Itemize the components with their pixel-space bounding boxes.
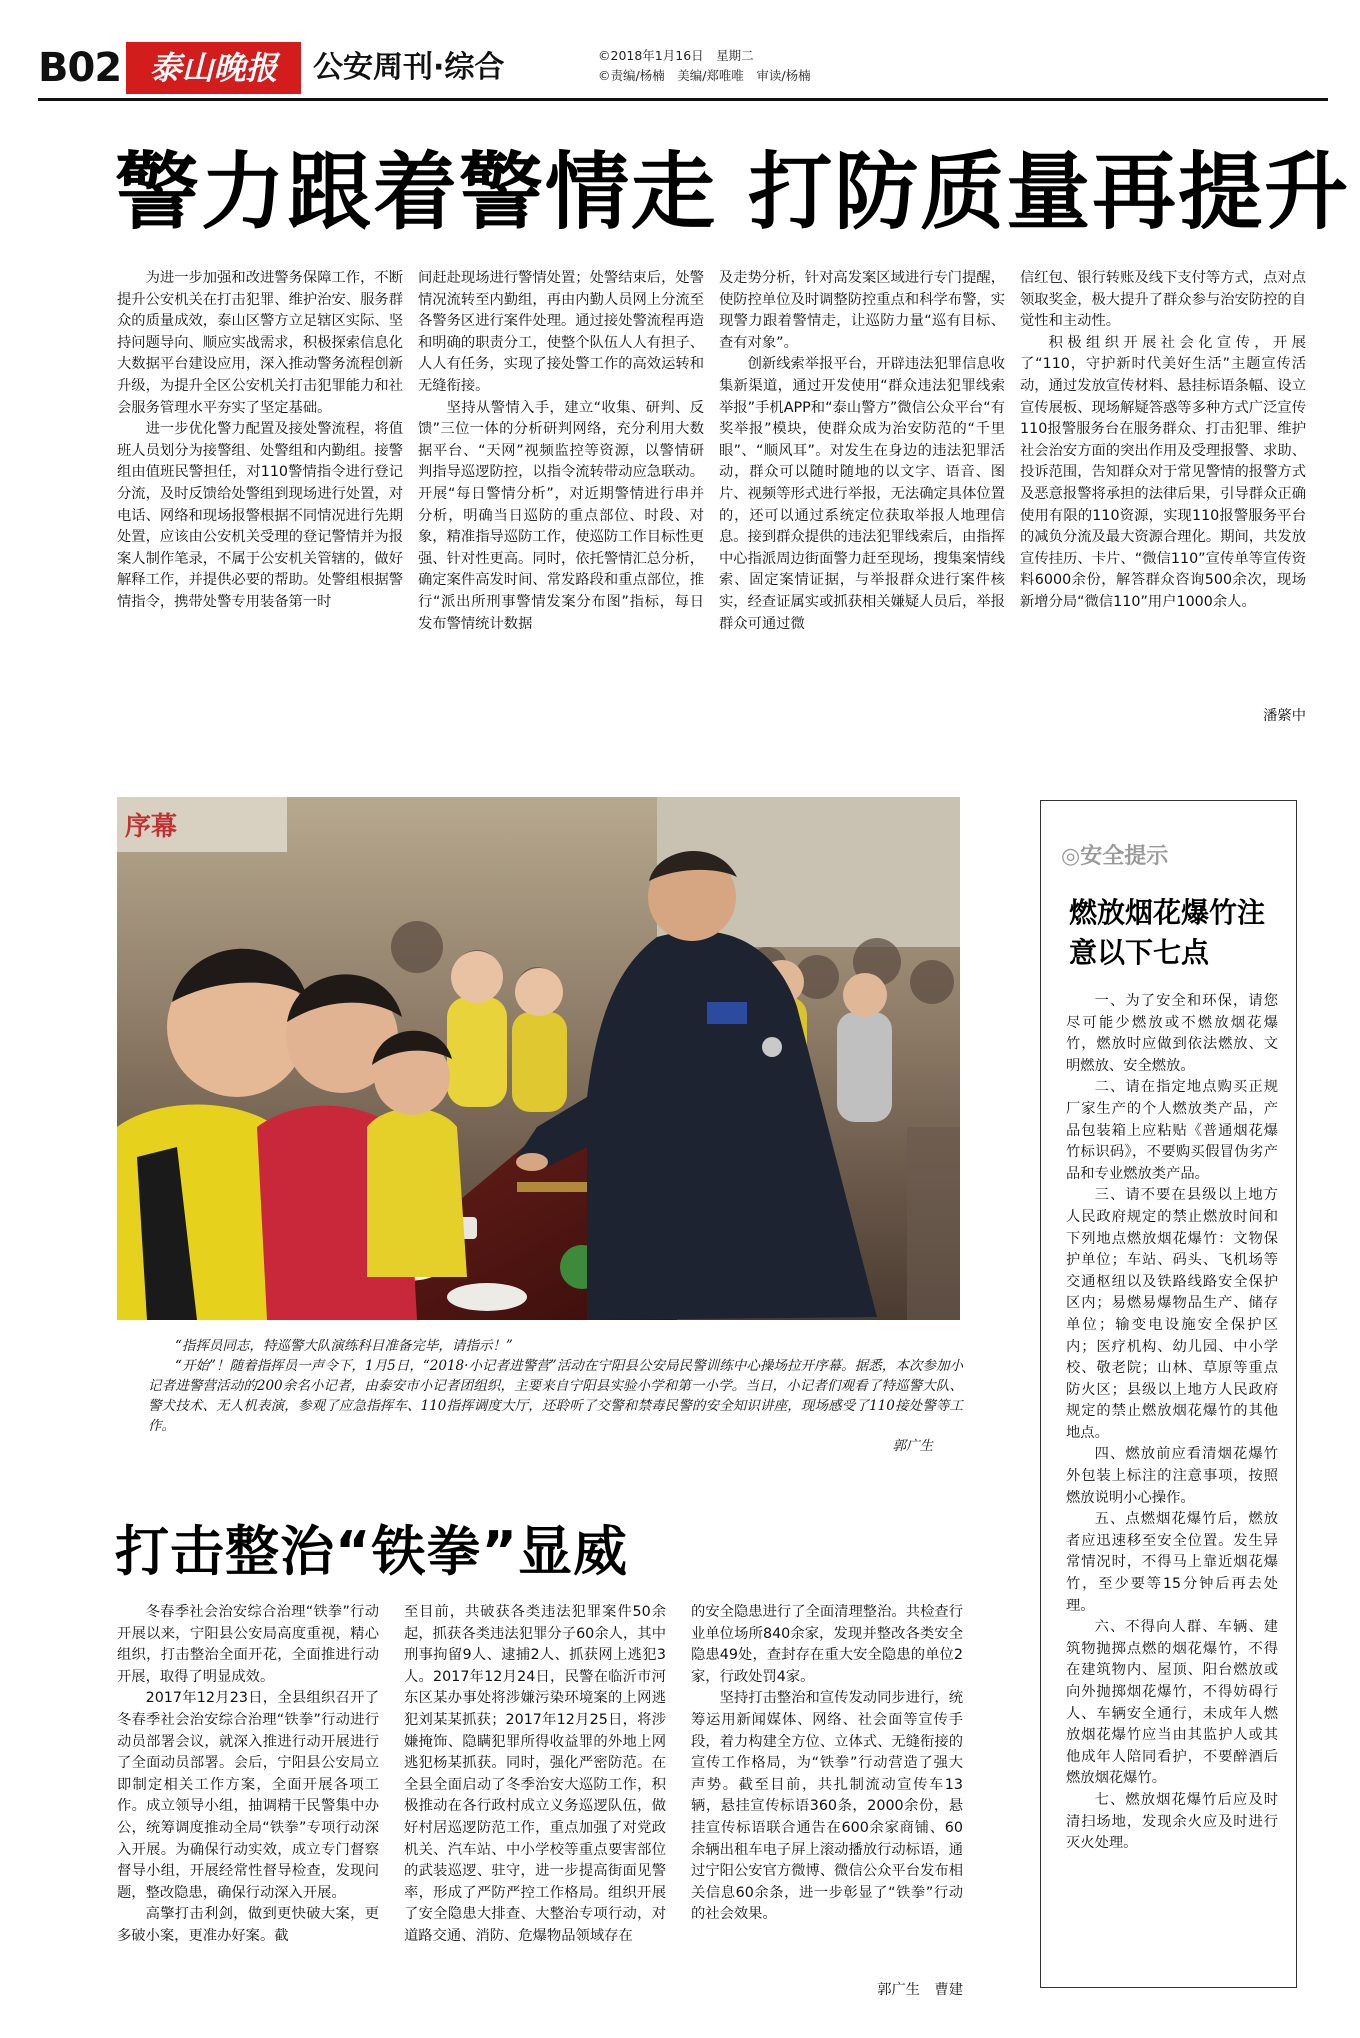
safety-tip-title: 燃放烟花爆竹注意以下七点 bbox=[1069, 896, 1266, 969]
paragraph: 积极组织开展社会化宣传，开展了“110，守护新时代美好生活”主题宣传活动，通过发放宣传材料、悬挂标语条幅、设立宣传展板、现场解疑答惑等多种方式广泛宣传110报警服务台在服务群众、打击犯罪、维护社会治安方面的突出作用及受理报警、求助、投诉范围，告知群众对于常见警情的报警方式及恶意报警将承担的法律后果，引导群众正确使用有限的110资源，实现110报警服务平台的减负分流及最大资源合理化。期间，共发放宣传挂历、卡片、“微信110”宣传单等宣传资料6000余份，解答群众咨询500余次，现场新增分局“微信110”用户1000余人。 bbox=[1020, 334, 1306, 610]
tip-item: 七、燃放烟花爆竹后应及时清扫场地，发现余火应及时进行灭火处理。 bbox=[1066, 1791, 1278, 1852]
article2-column-3 bbox=[691, 1602, 963, 1980]
article1-column-2 bbox=[418, 268, 704, 728]
section-title: 公安周刊·综合 bbox=[313, 50, 505, 85]
header-divider bbox=[38, 98, 1328, 101]
article1-byline: 潘綮中 bbox=[1263, 708, 1306, 724]
article1-column-1 bbox=[117, 268, 403, 728]
newspaper-logo: 泰山晚报 bbox=[126, 42, 301, 94]
tip-item: 一、为了安全和环保，请您尽可能少燃放或不燃放烟花爆竹，燃放时应做到依法燃放、文明燃放、安全燃放。 bbox=[1066, 993, 1278, 1074]
caption-line: “指挥员同志，特巡警大队演练科目准备完毕，请指示！” bbox=[175, 1338, 513, 1354]
tip-item: 二、请在指定地点购买正规厂家生产的个人燃放类产品，产品包装箱上应粘贴《普通烟花爆竹标识码》，不要购买假冒伪劣产品和专业燃放类产品。 bbox=[1066, 1079, 1278, 1182]
paragraph: 信红包、银行转账及线下支付等方式，点对点领取奖金，极大提升了群众参与治安防控的自觉性和主动性。 bbox=[1020, 270, 1306, 330]
article1-column-4 bbox=[1020, 268, 1306, 708]
tip-item: 五、点燃烟花爆竹后，燃放者应迅速移至安全位置。发生异常情况时，不得马上靠近烟花爆竹，至少要等15分钟后再去处理。 bbox=[1066, 1511, 1278, 1614]
paragraph: 进一步优化警力配置及接处警流程，将值班人员划分为接警组、处警组和内勤组。接警组由值班民警担任，对110警情指令进行登记分流，及时反馈给处警组到现场进行处置，对电话、网络和现场报警根据不同情况进行先期处置，应该由公安机关受理的登记警情并为报案人制作笔录，不属于公安机关管辖的，做好解释工作，并提供必要的帮助。处警组根据警情指令，携带处警专用装备第一时 bbox=[117, 421, 403, 610]
paragraph: 坚持从警情入手，建立“收集、研判、反馈”三位一体的分析研判网络，充分利用大数据平台、“天网”视频监控等资源，以警情研判指导巡逻防控，以指令流转带动应急联动。开展“每日警情分析”，对近期警情进行串并分析，明确当日巡防的重点部位、时段、对象，精准指导巡防工作，使巡防工作目标性更强、针对性更高。同时，依托警情汇总分析，确定案件高发时间、常发路段和重点部位，推行“派出所刑事警情发案分布图”指标，每日发布警情统计数据 bbox=[418, 399, 704, 632]
paragraph: 的安全隐患进行了全面清理整治。共检查行业单位场所840余家，发现并整改各类安全隐患49处，查封存在重大安全隐患的单位2家，行政处罚4家。 bbox=[691, 1604, 963, 1685]
article2-byline: 郭广生 曹建 bbox=[877, 1982, 963, 1998]
header-meta bbox=[598, 46, 811, 86]
paragraph: 冬春季社会治安综合治理“铁拳”行动开展以来，宁阳县公安局高度重视，精心组织，打击整治全面开花，全面推进行动开展，取得了明显成效。 bbox=[117, 1604, 379, 1685]
paragraph: 及走势分析，针对高发案区域进行专门提醒，使防控单位及时调整防控重点和科学布警，实现警力跟着警情走，让巡防力量“巡有目标、查有对象”。 bbox=[719, 270, 1005, 351]
main-headline: 警力跟着警情走 打防质量再提升 bbox=[115, 143, 1351, 241]
article2-column-2 bbox=[404, 1602, 666, 2002]
caption-line: “开始”！随着指挥员一声令下，1月5日，“2018·小记者进警营”活动在宁阳县公安局民警训练中心操场拉开序幕。据悉，本次参加小记者进警营活动的200余名小记者，由泰安市小记者团组织，主要来自宁阳县实验小学和第一小学。当日，小记者们观看了特巡警大队、警犬技术、无人机表演，参观了应急指挥车、110指挥调度大厅，还聆听了交警和禁毒民警的安全知识讲座，现场感受了110接处警等工作。 bbox=[148, 1358, 963, 1434]
tip-item: 三、请不要在县级以上地方人民政府规定的禁止燃放时间和下列地点燃放烟花爆竹：文物保护单位；车站、码头、飞机场等交通枢纽以及铁路线路安全保护区内；易燃易爆物品生产、储存单位；输变电设施安全保护区内；医疗机构、幼儿园、中小学校、敬老院；山林、草原等重点防火区；县级以上地方人民政府规定的禁止燃放烟花爆竹的其他地点。 bbox=[1066, 1187, 1278, 1441]
article2-headline: 打击整治“铁拳”显威 bbox=[115, 1520, 628, 1583]
paragraph: 高擎打击利剑，做到更快破大案，更多破小案，更准办好案。截 bbox=[117, 1906, 379, 1944]
tip-item: 四、燃放前应看清烟花爆竹外包装上标注的注意事项，按照燃放说明小心操作。 bbox=[1066, 1446, 1278, 1506]
masthead bbox=[38, 42, 1328, 94]
page-number: B02 bbox=[38, 45, 122, 91]
photo-banner-text: 序幕 bbox=[125, 812, 178, 842]
photo-caption bbox=[148, 1336, 963, 1456]
paragraph: 为进一步加强和改进警务保障工作，不断提升公安机关在打击犯罪、维护治安、服务群众的质量成效，泰山区警方立足辖区实际、坚持问题导向、顺应实战需求，积极探索信息化大数据平台建设应用，深入推动警务流程创新升级，为提升全区公安机关打击犯罪能力和社会服务管理水平夯实了坚定基础。 bbox=[117, 270, 403, 416]
paragraph: 至目前，共破获各类违法犯罪案件50余起，抓获各类违法犯罪分子60余人，其中刑事拘留9人、逮捕2人、抓获网上逃犯3人。2017年12月24日，民警在临沂市河东区某办事处将涉嫌污染环境案的上网逃犯刘某某抓获；2017年12月25日，将涉嫌掩饰、隐瞒犯罪所得收益罪的外地上网逃犯杨某抓获。同时，强化严密防范。在全县全面启动了冬季治安大巡防工作，积极推动在各行政村成立义务巡逻队伍，做好村居巡逻防范工作，重点加强了对党政机关、汽车站、中小学校等重点要害部位的武装巡逻、驻守，进一步提高街面见警率，形成了严防严控工作格局。组织开展了安全隐患大排查、大整治专项行动，对道路交通、消防、危爆物品领域存在 bbox=[404, 1604, 666, 1944]
paragraph: 2017年12月23日，全县组织召开了冬春季社会治安综合治理“铁拳”行动进行动员部署会议，就深入推进行动开展进行了全面动员部署。会后，宁阳县公安局立即制定相关工作方案，全面开展各项工作。成立领导小组，抽调精干民警集中办公，统筹调度推动全局“铁拳”专项行动深入开展。为确保行动实效，成立专门督察督导小组，开展经常性督导检查，发现问题，整改隐患，确保行动深入开展。 bbox=[117, 1690, 379, 1901]
safety-tip-body bbox=[1066, 991, 1278, 1855]
photo-illustration bbox=[117, 797, 960, 1320]
news-photo bbox=[117, 797, 960, 1320]
photo-credit: 郭广生 bbox=[892, 1438, 933, 1454]
article2-column-1 bbox=[117, 1602, 379, 2002]
paragraph: 创新线索举报平台，开辟违法犯罪信息收集新渠道，通过开发使用“群众违法犯罪线索举报”手机APP和“泰山警方”微信公众平台“有奖举报”模块，使群众成为治安防范的“千里眼”、“顺风耳”。对发生在身边的违法犯罪活动，群众可以随时随地的以文字、语音、图片、视频等形式进行举报，无法确定具体位置的，还可以通过系统定位获取举报人地理信息。接到群众提供的违法犯罪线索后，由指挥中心指派周边街面警力赶至现场，搜集案情线索、固定案情证据，与举报群众进行案件核实，经查证属实或抓获相关嫌疑人员后，举报群众可通过微 bbox=[719, 356, 1005, 632]
article1-column-3 bbox=[719, 268, 1005, 728]
date-line: ©2018年1月16日 星期二 bbox=[598, 48, 754, 63]
paragraph: 坚持打击整治和宣传发动同步进行，统筹运用新闻媒体、网络、社会面等宣传手段，着力构建全方位、立体式、无缝衔接的宣传工作格局，为“铁拳”行动营造了强大声势。截至目前，共扎制流动宣传车13辆，悬挂宣传标语360条，2000余份，悬挂宣传标语联合通告在600余家商铺、60余辆出租车电子屏上滚动播放行动标语，通过宁阳公安官方微博、微信公众平台发布相关信息60余条，进一步彰显了“铁拳”行动的社会效果。 bbox=[691, 1690, 963, 1923]
paragraph: 间赶赴现场进行警情处置；处警结束后，处警情况流转至内勤组，再由内勤人员网上分流至各警务区进行案件处理。通过接处警流程再造和明确的职责分工，使整个队伍人人有担子、人人有任务，实现了接处警工作的高效运转和无缝衔接。 bbox=[418, 270, 704, 394]
editors-line: ©责编/杨楠 美编/郑唯唯 审读/杨楠 bbox=[598, 68, 811, 83]
tip-item: 六、不得向人群、车辆、建筑物抛掷点燃的烟花爆竹，不得在建筑物内、屋顶、阳台燃放或向外抛掷烟花爆竹，不得妨碍行人、车辆安全通行，未成年人燃放烟花爆竹应当由其监护人或其他成年人陪同看护，不要醉酒后燃放烟花爆竹。 bbox=[1066, 1619, 1278, 1787]
safety-tip-label: ◎安全提示 bbox=[1061, 844, 1169, 869]
safety-tip-box bbox=[1040, 800, 1297, 1988]
